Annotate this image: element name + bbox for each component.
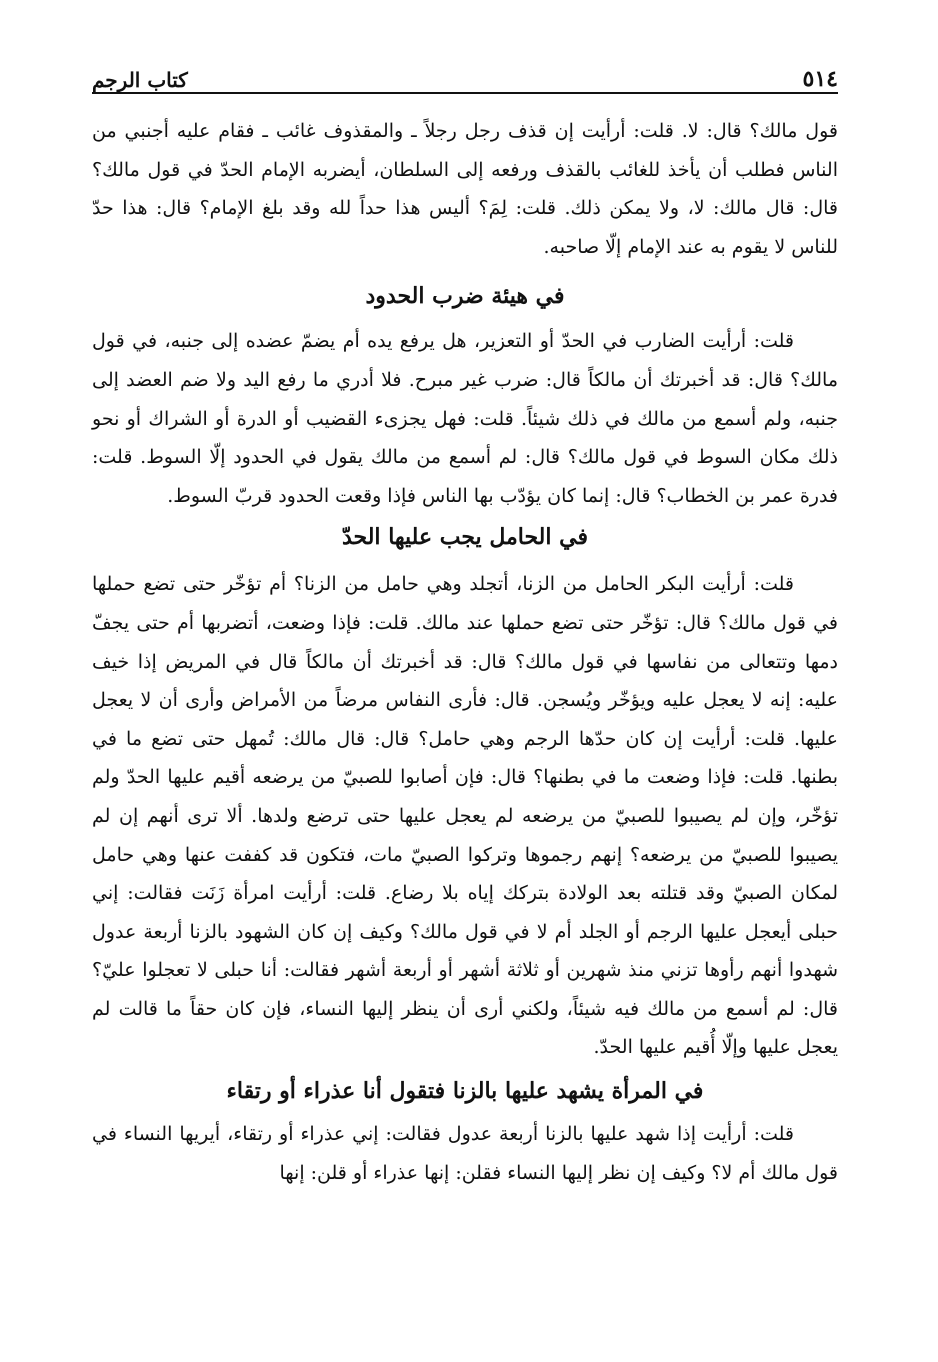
page-number: ٥١٤ — [802, 66, 838, 92]
section-heading-pregnant: في الحامل يجب عليها الحدّ — [341, 524, 589, 551]
intro-paragraph: قول مالك؟ قال: لا. قلت: أرأيت إن قذف رجل رجلاً ـ والمقذوف غائب ـ فقام عليه أجنبي من الناس فطلب أن يأخذ للغائب بالقذف ورفعه إلى السلطان، أيضربه الإمام الحدّ في قول مالك؟ قال: قال مالك: لا، ولا يمكن ذلك. قلت: لِمَ؟ أليس هذا حداً لله وقد بلغ الإمام؟ قال: هذا حدّ للناس لا يقوم به عند الإمام إلّا صاحبه. — [92, 120, 838, 258]
section-heading-virgin-claim: في المرأة يشهد عليها بالزنا فتقول أنا عذراء أو رتقاء — [226, 1078, 704, 1105]
section-paragraph-pregnant: قلت: أرأيت البكر الحامل من الزنا، أتجلد وهي حامل من الزنا؟ أم تؤخّر حتى تضع حملها في قول مالك؟ قال: تؤخّر حتى تضع حملها عند مالك. قلت: فإذا وضعت، أتضربها أم حتى يجفّ دمها وتتعالى من نفاسها في قول مالك؟ قال: قد أخبرتك أن مالكاً قال في المريض إذا خيف عليه: إنه لا يعجل عليه ويؤخّر ويُسجن. قال: فأرى النفاس مرضاً من الأمراض وأرى أن لا يعجل عليها. قلت: أرأيت إن كان حدّها الرجم وهي حامل؟ قال: قال مالك: تُمهل حتى تضع ما في بطنها. قلت: فإذا وضعت ما في بطنها؟ قال: فإن أصابوا للصبيّ من يرضعه أقيم عليها الحدّ ولم تؤخّر، وإن لم يصيبوا للصبيّ من يرضعه لم يعجل عليها حتى ترضع ولدها. ألا ترى أنهم إن لم يصيبوا للصبيّ من يرضعه؟ إنهم رجموها وتركوا الصبيّ مات، فتكون قد كففت عنها وهي حامل لمكان الصبيّ وقد قتلته بعد الولادة بتركك إياه بلا رضاع. قلت: أرأيت امرأة زَنَت فقالت: إني حبلى أيعجل عليها الرجم أو الجلد أم لا في قول مالك؟ وكيف إن كان الشهود بالزنا أربعة عدول شهدوا أنهم رأوها تزني منذ شهرين أو ثلاثة أشهر أو أربعة أشهر فقالت: أنا حبلى لا تعجلوا عليّ؟ قال: لم أسمع من مالك فيه شيئاً، ولكني أرى أن ينظر إليها النساء، فإن كان حقاً ما قالت لم يعجل عليها وإلّا أُقيم عليها الحدّ. — [92, 573, 839, 1059]
page-body — [92, 112, 838, 1192]
header-rule — [92, 92, 838, 94]
section-heading-punishment-manner: في هيئة ضرب الحدود — [365, 283, 565, 310]
section-paragraph-punishment-manner: قلت: أرأيت الضارب في الحدّ أو التعزير، هل يرفع يده أم يضمّ عضده إلى جنبه، في قول مالك؟ قال: قد أخبرتك أن مالكاً قال: ضرب غير مبرح. فلا أدري ما رفع اليد ولا ضم العضد إلى جنبه، ولم أسمع من مالك في ذلك شيئاً. قلت: فهل يجزىء القضيب أو الدرة أو الشراك أو نحو ذلك مكان السوط في قول مالك؟ قال: لم أسمع من مالك يقول في الحدود إلّا السوط. قلت: فدرة عمر بن الخطاب؟ قال: إنما كان يؤدّب بها الناس فإذا وقعت الحدود قربّ السوط. — [92, 330, 838, 507]
section-paragraph-virgin-claim: قلت: أرأيت إذا شهد عليها بالزنا أربعة عدول فقالت: إني عذراء أو رتقاء، أيريها النساء في قول مالك أم لا؟ وكيف إن نظر إليها النساء فقلن: إنها عذراء أو قلن: إنها — [92, 1123, 838, 1184]
page-header — [92, 52, 838, 92]
book-title: كتاب الرجم — [92, 68, 188, 92]
